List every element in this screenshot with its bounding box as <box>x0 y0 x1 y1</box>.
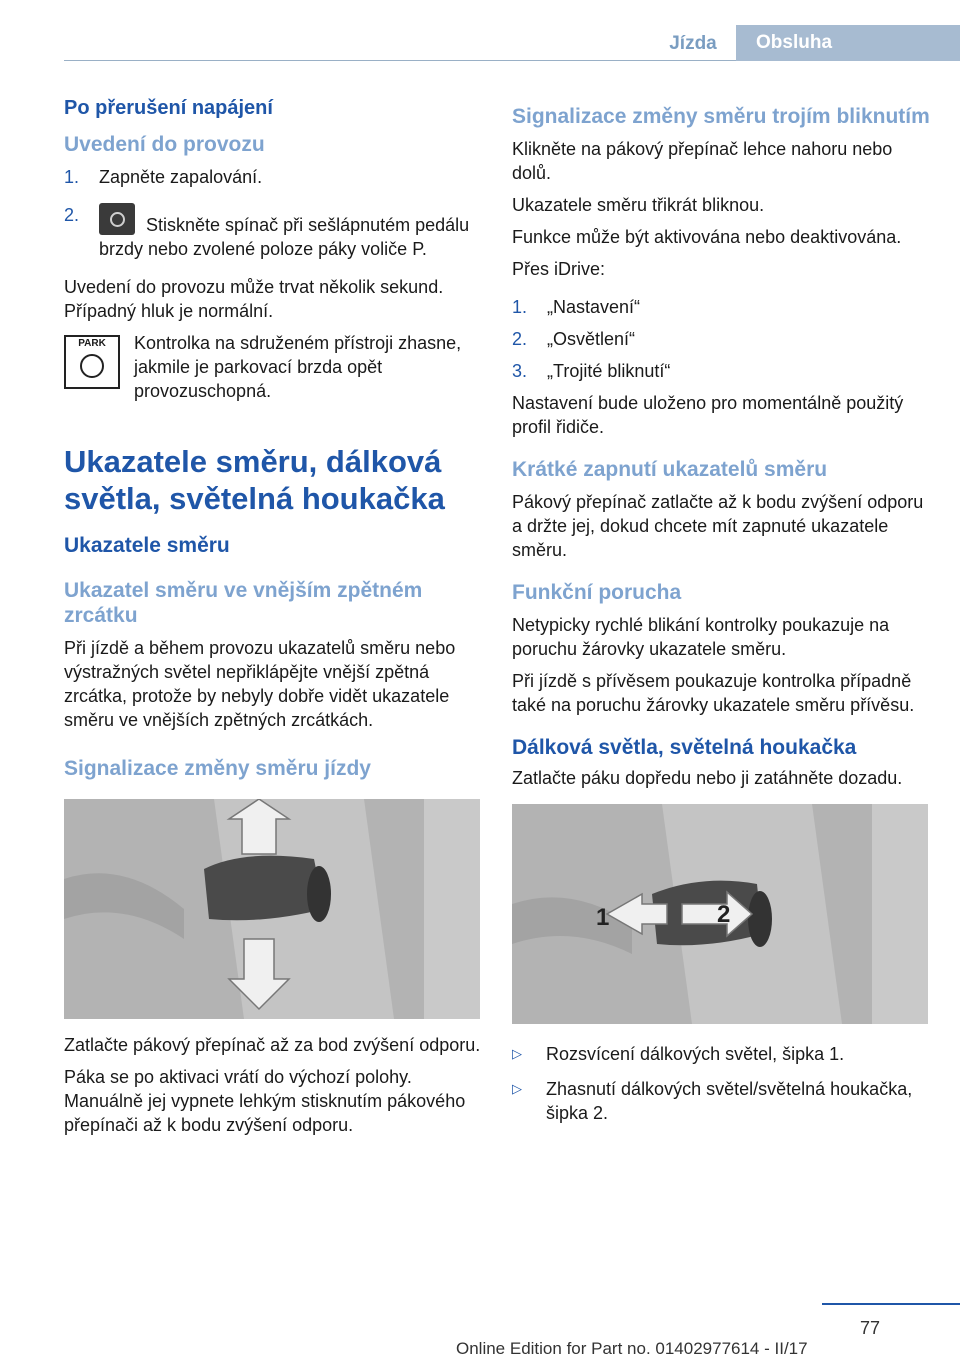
park-warning-icon <box>64 335 120 389</box>
triple-text-3: Funkce může být aktivována nebo deaktivována. <box>512 227 902 247</box>
bullet-text: Rozsvícení dálkových světel, šipka 1. <box>546 1044 845 1064</box>
step-number: 2. <box>64 205 80 225</box>
step-text: Stiskněte spínač při sešlápnutém pedálu brzdy nebo zvolené poloze páky voliče P. <box>99 215 470 259</box>
startup-note: Uvedení do provozu může trvat několik sekund. Případný hluk je normální. <box>64 277 444 321</box>
section-title: Po přerušení napájení <box>64 97 273 119</box>
step-number: 2. <box>512 329 528 349</box>
bullet-triangle-icon: ▷ <box>512 1081 522 1096</box>
parking-brake-button-icon <box>99 203 135 235</box>
bullet-text: Zhasnutí dálkových světel/světelná houkačka, šipka 2. <box>546 1079 913 1123</box>
list-item <box>64 165 484 189</box>
list-item <box>512 1042 932 1066</box>
page-number: 77 <box>860 1318 881 1338</box>
step-text: Zapněte zapalování. <box>99 167 263 187</box>
stalk-illustration-2 <box>512 804 928 1024</box>
idrive-steps <box>512 295 932 383</box>
step-number: 1. <box>512 297 528 317</box>
right-column <box>512 104 932 1136</box>
fault-text-2: Při jízdě s přívěsem poukazuje kontrolka případně také na poruchu žárovky ukazatele směru přívěsu. <box>512 671 915 715</box>
indicators-heading: Ukazatele směru <box>64 534 230 557</box>
bullet-triangle-icon: ▷ <box>512 1046 522 1061</box>
left-column <box>64 96 484 1145</box>
arrow-1-label: 1 <box>596 904 610 931</box>
tab-obsluha[interactable]: Obsluha <box>736 25 960 61</box>
fault-text-1: Netypicky rychlé blikání kontrolky poukazuje na poruchu žárovky ukazatele směru. <box>512 615 890 659</box>
signal-text-2: Páka se po aktivaci vrátí do výchozí polohy. Manuálně jej vypnete lehkým stisknutím pákového přepínači až k bodu zvýšení odporu. <box>64 1067 466 1135</box>
step-text: „Nastavení“ <box>547 297 641 317</box>
park-icon-label: PARK <box>78 338 106 349</box>
stalk-illustration <box>64 799 480 1019</box>
step-text: „Osvětlení“ <box>547 329 636 349</box>
footer-rule <box>822 1303 960 1305</box>
list-item <box>512 295 932 319</box>
step-text: „Trojité bliknutí“ <box>547 361 671 381</box>
list-item <box>64 203 484 261</box>
brake-ring-icon <box>80 354 104 378</box>
signal-heading: Signalizace změny směru jízdy <box>64 757 371 780</box>
arrow-2-label: 2 <box>717 901 731 928</box>
step-number: 1. <box>64 167 80 187</box>
chapter-title: Ukazatele směru, dálková světla, světelná houkačka <box>64 444 445 516</box>
stalk-forward-back-figure <box>512 804 928 1024</box>
short-heading: Krátké zapnutí ukazatelů směru <box>512 458 828 481</box>
triple-text-4: Přes iDrive: <box>512 259 606 279</box>
stalk-up-down-figure <box>64 799 480 1019</box>
triple-text-5: Nastavení bude uloženo pro momentálně použitý profil řidiče. <box>512 393 904 437</box>
startup-heading: Uvedení do provozu <box>64 133 265 156</box>
list-item <box>512 359 932 383</box>
triple-heading: Signalizace změny směru trojím bliknutím <box>512 105 930 128</box>
fault-heading: Funkční porucha <box>512 581 682 604</box>
mirror-heading: Ukazatel směru ve vnějším zpětném zrcátku <box>64 579 423 627</box>
high-beam-text: Zatlačte páku dopředu nebo ji zatáhněte dozadu. <box>512 768 903 788</box>
list-item <box>512 1077 932 1125</box>
high-beam-heading: Dálková světla, světelná houkačka <box>512 736 857 759</box>
startup-steps <box>64 165 484 261</box>
short-text: Pákový přepínač zatlačte až k bodu zvýšení odporu a držte jej, dokud chcete mít zapnuté ukazatele směru. <box>512 492 924 560</box>
mirror-text: Při jízdě a během provozu ukazatelů směru nebo výstražných světel nepřiklápějte vnější zpětná zrcátka, protože by nebyly dobře vidět ukazatele směru ve vnějších zpětných zrcátkách. <box>64 638 456 730</box>
tab-jizda[interactable]: Jízda <box>669 33 717 54</box>
triple-text-1: Klikněte na pákový přepínač lehce nahoru nebo dolů. <box>512 139 893 183</box>
step-number: 3. <box>512 361 528 381</box>
triple-text-2: Ukazatele směru třikrát bliknou. <box>512 195 765 215</box>
footer-edition: Online Edition for Part no. 01402977614 - II/17 <box>456 1339 808 1358</box>
signal-text-1: Zatlačte pákový přepínač až za bod zvýšení odporu. <box>64 1035 481 1055</box>
list-item <box>512 327 932 351</box>
park-text: Kontrolka na sdruženém přístroji zhasne, jakmile je parkovací brzda opět provozuschopná. <box>134 333 462 401</box>
park-indicator-block <box>64 331 484 403</box>
